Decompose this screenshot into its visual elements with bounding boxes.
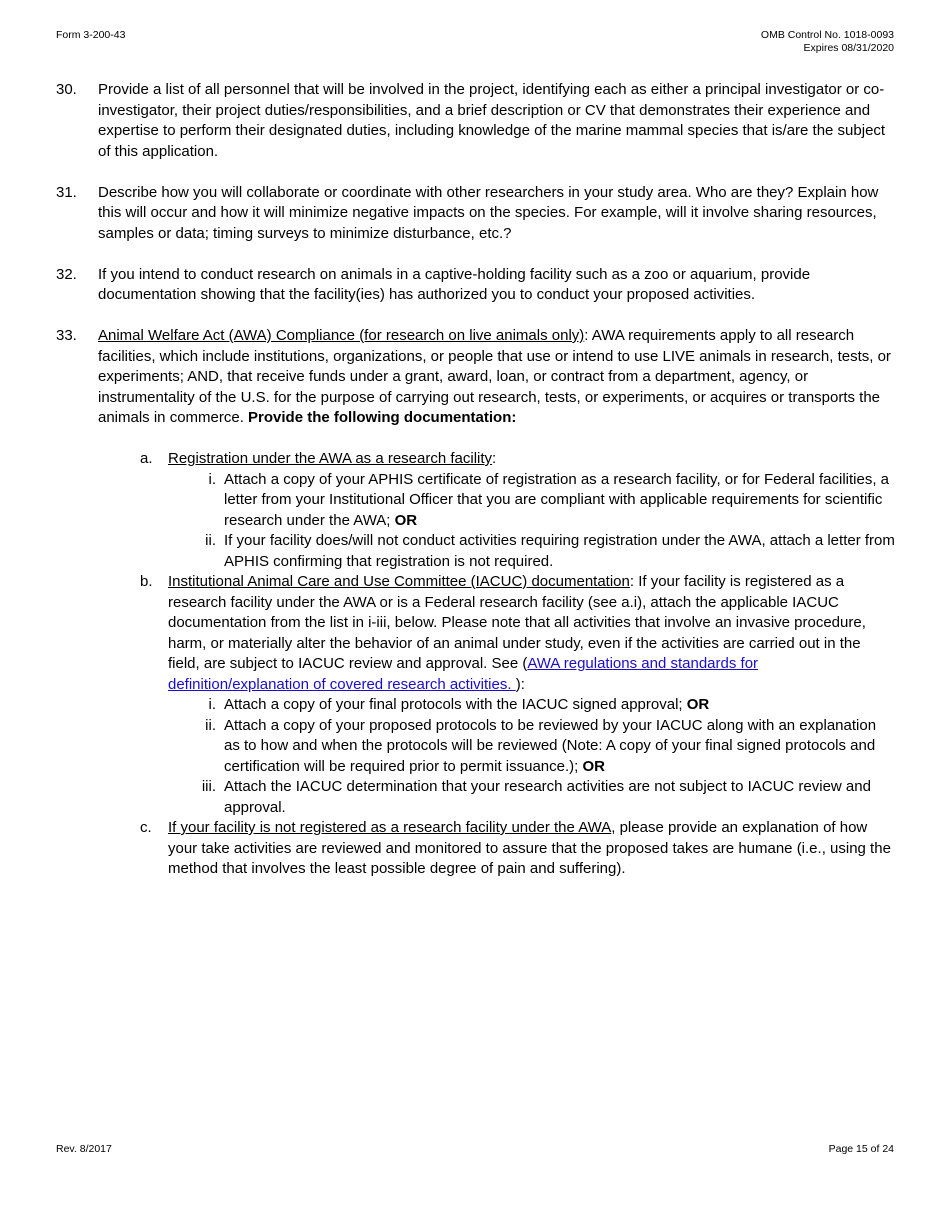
iacuc-heading: Institutional Animal Care and Use Committee (IACUC) documentation	[168, 573, 630, 590]
item-label: a.	[140, 450, 153, 467]
registration-heading: Registration under the AWA as a research facility	[168, 450, 493, 467]
question-text: If you intend to conduct research on animals in a captive-holding facility such as a zoo or aquarium, provide documentation showing that the facility(ies) has authorized you to conduct your proposed activities.	[98, 265, 811, 303]
not-registered-heading: If your facility is not registered as a research facility under the AWA	[168, 819, 612, 836]
iacuc-text: : If your facility is registered as a research facility under the AWA or is a Federal research facility (see a.i), attach the applicable IACUC documentation from the list in i-iii, below. Please note that all activities that involve an invasive procedure, harm, or materially alter the behavior of an animal under study, even if the activities are carried out in the field, are subject to IACUC review and approval. See (	[168, 573, 866, 672]
option-text: Attach a copy of your APHIS certificate of registration as a research facility, or for Federal facilities, a letter from your Institutional Officer that you are compliant with applicable requirements for scientific research under the AWA;	[224, 470, 890, 529]
question-30	[56, 80, 896, 162]
omb-header	[761, 29, 894, 55]
form-number: Form 3-200-43	[56, 29, 126, 41]
question-text: : AWA requirements apply to all research facilities, which include institutions, organizations, or people that use or intend to use LIVE animals in research, tests, or experiments; AND, that receive funds under a grant, award, loan, or contract from a department, agency, or instrumentality of the U.S. for the purpose of carrying out research, tests, or experiments, or acquires or transports the animals in commerce.	[98, 327, 891, 426]
option-b-ii	[205, 716, 896, 778]
question-31	[56, 183, 896, 245]
option-label: i.	[208, 696, 216, 713]
option-text: If your facility does/will not conduct activities requiring registration under the AWA, attach a letter from APHIS confirming that registration is not required.	[224, 532, 895, 570]
question-32	[56, 265, 896, 306]
item-label: b.	[140, 573, 153, 590]
form-body	[56, 80, 896, 900]
item-a-registration	[140, 449, 896, 572]
option-text: Attach the IACUC determination that your research activities are not subject to IACUC review and approval.	[224, 778, 871, 816]
option-label: ii.	[205, 716, 216, 734]
item-b-iacuc	[140, 572, 896, 818]
question-number: 33.	[56, 327, 77, 344]
question-number: 32.	[56, 265, 77, 283]
item-c-not-registered	[140, 818, 896, 880]
option-b-iii	[201, 777, 896, 818]
option-text: Attach a copy of your final protocols with the IACUC signed approval;	[224, 696, 687, 713]
option-b-i	[208, 695, 896, 716]
or-keyword: OR	[582, 757, 605, 775]
question-number: 31.	[56, 183, 77, 201]
iacuc-options	[168, 695, 896, 818]
registration-options	[168, 470, 896, 573]
option-label: i.	[208, 470, 216, 488]
item-label: c.	[140, 819, 152, 836]
option-a-ii	[205, 531, 896, 572]
not-registered-text: , please provide an explanation of how your take activities are reviewed and monitored to assure that the proposed takes are humane (i.e., using the method that involves the least possible degree of pain and suffering).	[168, 819, 891, 877]
documentation-list	[98, 449, 896, 880]
option-label: iii.	[201, 778, 216, 795]
documentation-instruction: Provide the following documentation:	[248, 409, 517, 426]
question-33	[56, 326, 896, 880]
or-keyword: OR	[394, 511, 418, 529]
revision-date: Rev. 8/2017	[56, 1143, 112, 1155]
or-keyword: OR	[686, 696, 710, 713]
question-text: Provide a list of all personnel that will be involved in the project, identifying each as either a principal investigator or co-investigator, their project duties/responsibilities, and a brief description or CV that demonstrates their experience and expertise to perform their designated duties, including knowledge of the marine mammal species that is/are the subject of this application.	[98, 81, 886, 160]
option-a-i	[208, 470, 896, 532]
option-text: Attach a copy of your proposed protocols to be reviewed by your IACUC along with an explanation as to how and when the protocols will be reviewed (Note: A copy of your final signed protocols and certification will be required prior to permit issuance.);	[224, 716, 877, 775]
after-link-text: ):	[515, 675, 525, 693]
omb-control-number: OMB Control No. 1018-0093	[760, 29, 894, 41]
option-label: ii.	[205, 532, 216, 549]
page-number: Page 15 of 24	[828, 1143, 894, 1155]
awa-regulations-link[interactable]: AWA regulations and standards for definition/explanation of covered research activities.	[168, 655, 759, 693]
question-text: Describe how you will collaborate or coordinate with other researchers in your study area. Who are they? Explain how this will occur and how it will minimize negative impacts on the species. For example, will it involve sharing resources, samples or data; timing surveys to minimize disturbance, etc.?	[98, 183, 879, 242]
expiration-date: Expires 08/31/2020	[803, 42, 894, 54]
colon: :	[492, 450, 497, 467]
question-number: 30.	[56, 81, 77, 98]
awa-compliance-heading: Animal Welfare Act (AWA) Compliance (for research on live animals only)	[98, 327, 585, 344]
